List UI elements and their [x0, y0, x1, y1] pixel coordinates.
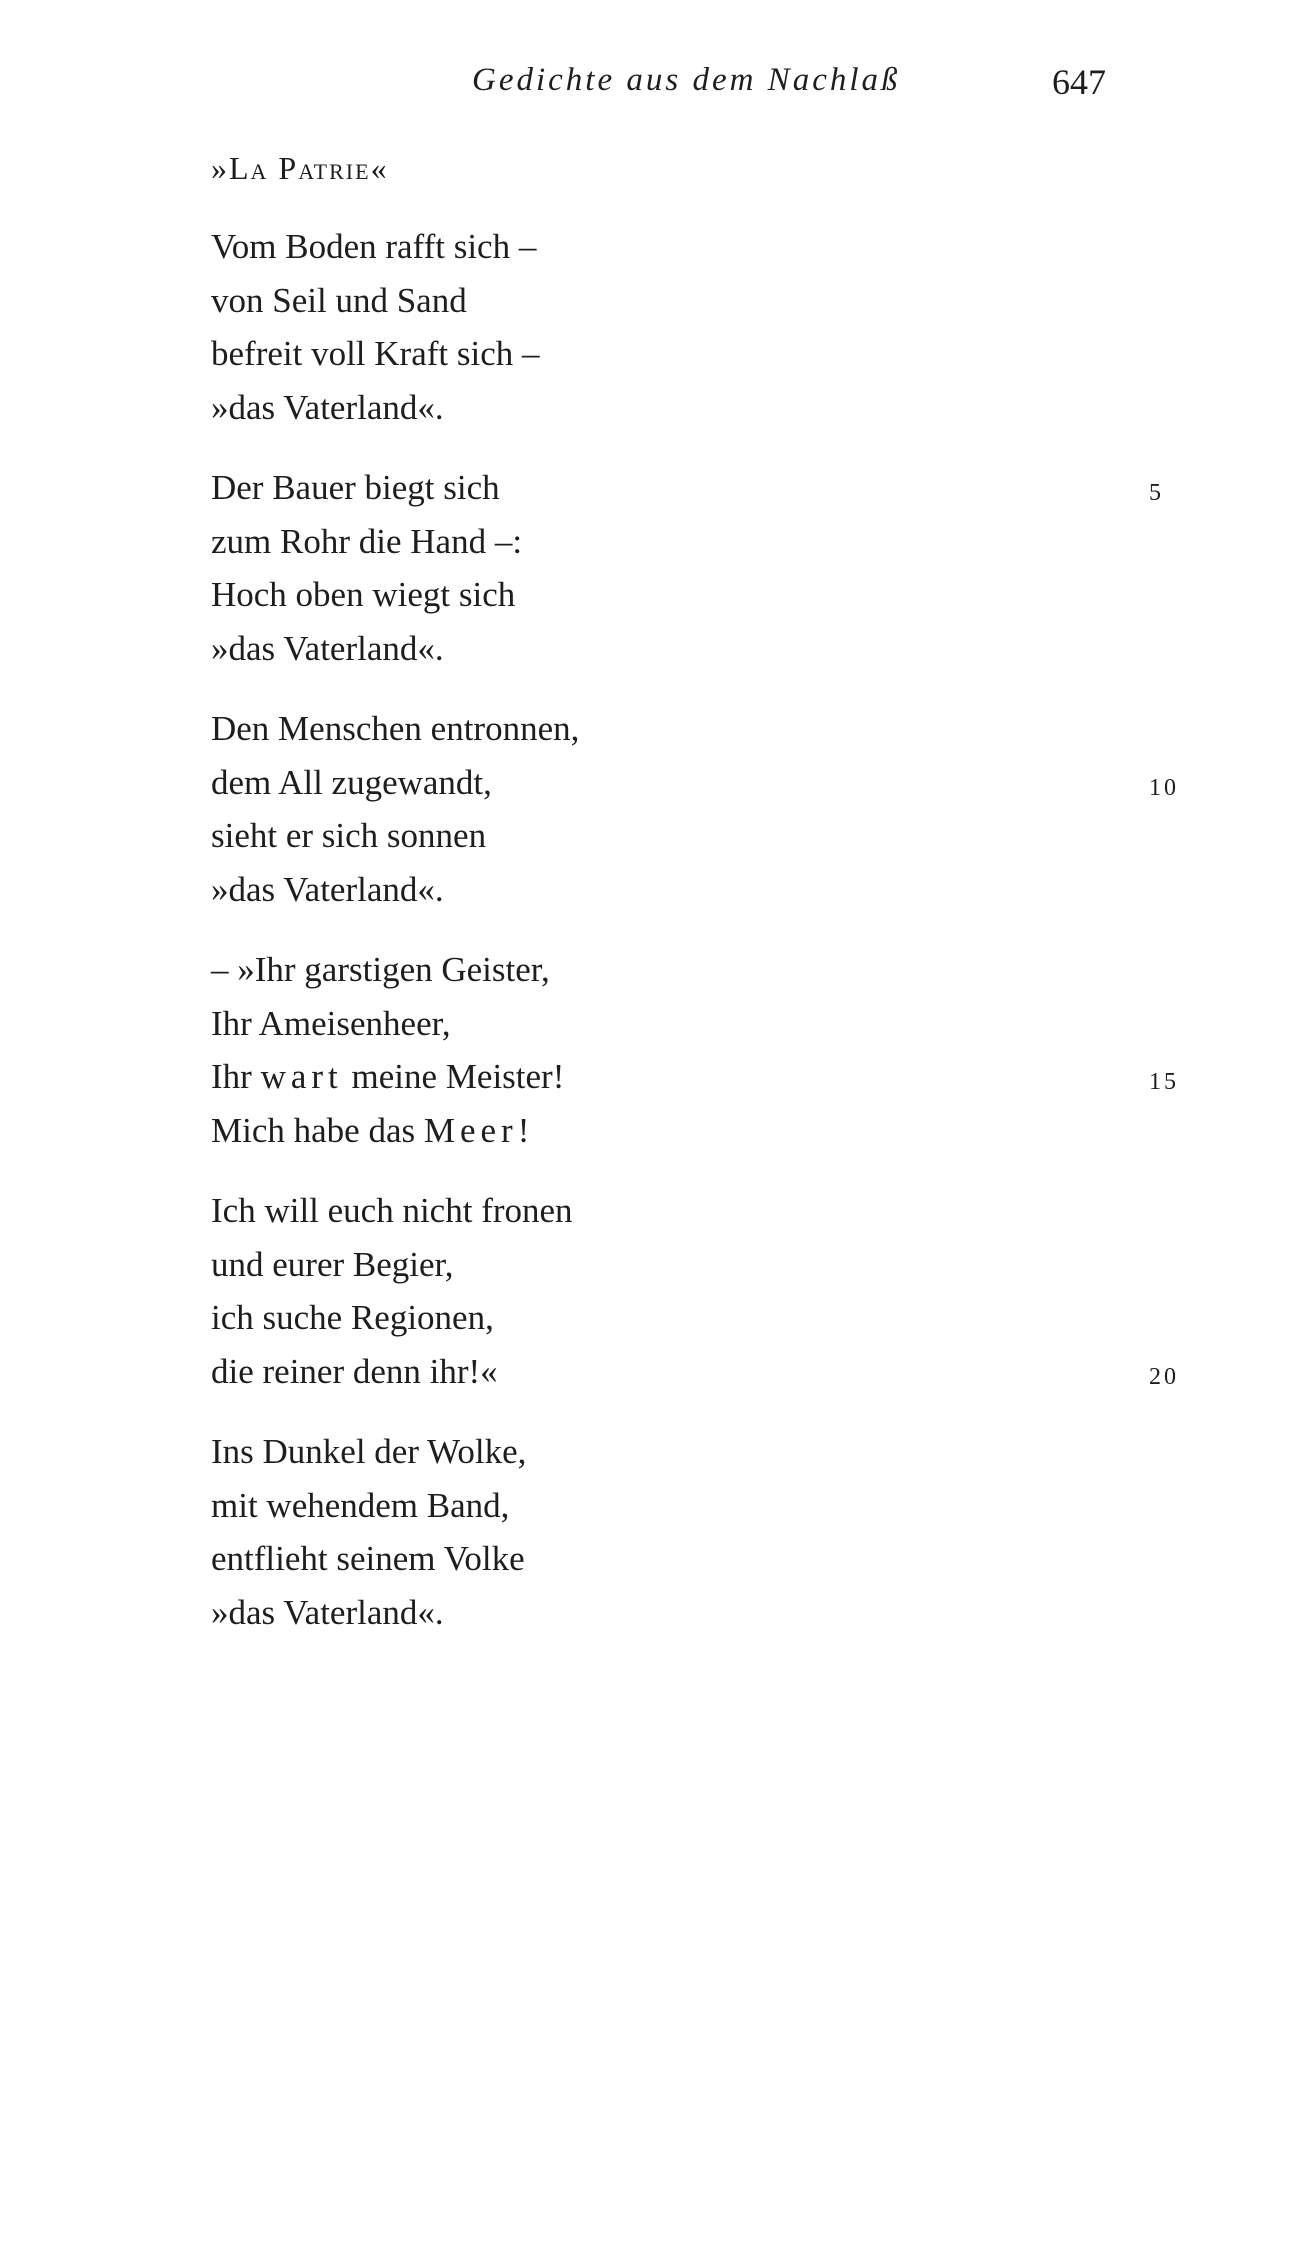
- verse-line-16: [211, 1104, 1091, 1158]
- verse-line-21: [211, 1425, 1091, 1479]
- verse-line-11: [211, 809, 1091, 863]
- page-number: 647: [1052, 62, 1106, 102]
- verse-line-3: [211, 327, 1091, 381]
- poem-title-text: La Patrie: [229, 150, 371, 186]
- verse-line-7: [211, 568, 1091, 622]
- verse-line-1: [211, 220, 1091, 274]
- verse-text: – »Ihr garstigen Geister,: [211, 950, 550, 989]
- verse-line-12: [211, 863, 1091, 917]
- running-title: Gedichte aus dem Nachlaß: [472, 62, 901, 98]
- verse-line-8: [211, 622, 1091, 676]
- poem-title-close-quote: «: [370, 150, 389, 186]
- verse-text: mit wehendem Band,: [211, 1485, 510, 1525]
- verse-text-emphasis: wart: [260, 1057, 343, 1096]
- verse-text: sieht er sich sonnen: [211, 816, 487, 855]
- poem-title-open-quote: »: [211, 150, 229, 186]
- verse-text: Ins Dunkel der Wolke,: [211, 1432, 527, 1471]
- verse-text: »das Vaterland«.: [211, 869, 444, 909]
- verse-line-4: [211, 381, 1091, 435]
- poem-body: [211, 220, 1179, 1666]
- verse-text: »das Vaterland«.: [211, 1592, 444, 1632]
- verse-text: »das Vaterland«.: [211, 387, 444, 427]
- line-number: 10: [1149, 774, 1179, 801]
- verse-text: zum Rohr die Hand –:: [211, 521, 523, 561]
- verse-line-24: [211, 1586, 1091, 1640]
- verse-text-post: meine Meister!: [342, 1057, 565, 1096]
- verse-line-13: [211, 943, 1091, 997]
- verse-text-pre: Ihr: [211, 1057, 261, 1096]
- poem-title: [211, 144, 389, 192]
- verse-line-17: [211, 1184, 1091, 1238]
- verse-line-9: [211, 702, 1091, 756]
- verse-text: entflieht seinem Volke: [211, 1539, 525, 1578]
- verse-text: von Seil und Sand: [211, 280, 467, 320]
- verse-line-10: [211, 756, 1179, 810]
- stanza-5: [211, 1184, 1179, 1398]
- verse-line-14: [211, 997, 1091, 1051]
- stanza-1: [211, 220, 1091, 434]
- verse-text: dem All zugewandt,: [211, 762, 492, 802]
- verse-text-emphasis: Meer!: [423, 1110, 535, 1150]
- line-number: 15: [1149, 1069, 1179, 1095]
- stanza-6: [211, 1425, 1091, 1639]
- verse-line-2: [211, 274, 1091, 328]
- stanza-4: [211, 943, 1179, 1157]
- verse-text: befreit voll Kraft sich –: [211, 334, 540, 373]
- verse-text: Den Menschen entronnen,: [211, 709, 580, 748]
- stanza-3: [211, 702, 1179, 916]
- verse-text: Ihr Ameisenheer,: [211, 1003, 451, 1043]
- verse-text: Hoch oben wiegt sich: [211, 575, 516, 614]
- verse-line-18: [211, 1238, 1091, 1292]
- verse-line-15: [211, 1050, 1179, 1104]
- verse-text: Ich will euch nicht fronen: [211, 1191, 573, 1230]
- verse-text: ich suche Regionen,: [211, 1298, 494, 1337]
- line-number: 20: [1149, 1363, 1179, 1390]
- verse-line-20: [211, 1345, 1179, 1399]
- verse-text-pre: Mich habe das: [211, 1110, 424, 1150]
- verse-text: und eurer Begier,: [211, 1244, 454, 1284]
- verse-line-22: [211, 1479, 1091, 1533]
- line-number: 5: [1149, 480, 1164, 506]
- verse-text: die reiner denn ihr!«: [211, 1351, 498, 1391]
- verse-text: Vom Boden rafft sich –: [211, 227, 537, 266]
- stanza-2: [211, 461, 1164, 675]
- verse-line-6: [211, 515, 1091, 569]
- verse-text: »das Vaterland«.: [211, 628, 444, 668]
- verse-text: Der Bauer biegt sich: [211, 468, 500, 507]
- verse-line-19: [211, 1291, 1091, 1345]
- verse-line-23: [211, 1532, 1091, 1586]
- verse-line-5: [211, 461, 1164, 515]
